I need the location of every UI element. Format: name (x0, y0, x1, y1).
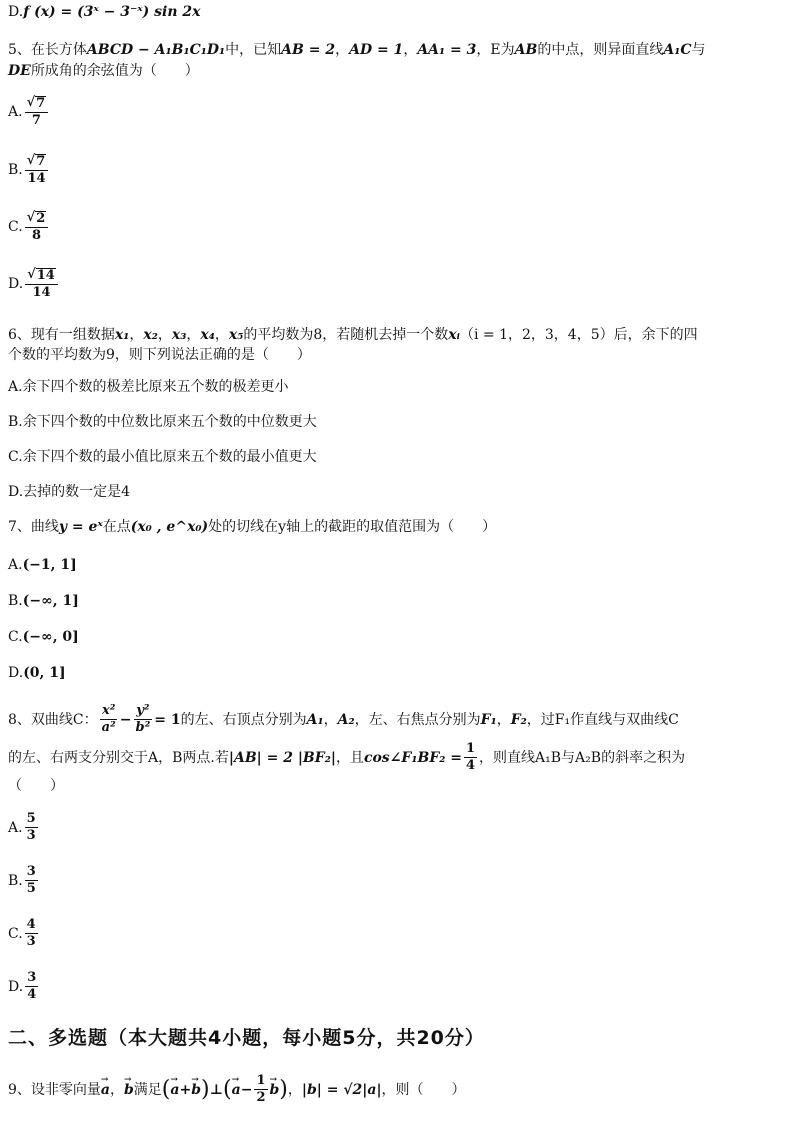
q4-option-d (8, 2, 200, 22)
q7-option-c[interactable]: C.(−∞, 0] (8, 629, 79, 645)
q7-option-a[interactable]: A.(−1, 1] (8, 557, 77, 573)
q4-d-formula: f (x) = (3ˣ − 3⁻ˣ) sin 2x (23, 4, 201, 20)
q7-option-d[interactable]: D.(0, 1] (8, 665, 66, 681)
q7-option-b[interactable]: B.(−∞, 1] (8, 593, 79, 609)
q8-stem-line3: （ ） (8, 778, 64, 794)
q5-option-c[interactable]: C. √ 2 8 (8, 211, 50, 243)
q8-option-d[interactable]: D. $\frac{3}{4}$ (8, 970, 37, 1002)
q5-option-b[interactable]: B. √ 7 14 (8, 154, 50, 186)
q6-option-d[interactable]: D.去掉的数一定是4 (8, 484, 131, 500)
q9-stem: 9、设非零向量 → a ， → b 满足 ( → a + → b ) ⊥ ( → a − $\frac{1}{2}$ → b ) ， |b| = √2|a| ，则（ ） (8, 1074, 466, 1105)
fraction: √ 2 8 (25, 211, 49, 243)
q8-stem-line2: 的左、右两支分别交于A，B两点.若 |AB| = 2 |BF₂| ，且 cos∠F₁BF₂ = $\frac{1}{4}$ ，则直线A₁B与A₂B的斜率之积为 (8, 741, 686, 773)
q6-option-c[interactable]: C.余下四个数的最小值比原来五个数的最小值更大 (8, 449, 317, 465)
section-heading-multiple-choice: 二、多选题（本大题共4小题，每小题5分，共20分） (8, 1027, 485, 1049)
q6-stem-line2: 个数的平均数为9，则下列说法正确的是（ ） (8, 347, 311, 363)
q8-stem-line1: 8、双曲线C： $\frac{\text{x²}}{\text{a²}}$ − $\frac{\text{y²}}{\text{b²}}$ = 1 的左、右顶点分别为 A₁ ， A₂ ，左、右焦点分别为 F₁ ， F₂ ，过F₁作直线与双曲线C (8, 703, 679, 735)
q5-option-a[interactable]: A. √ 7 7 (8, 96, 50, 128)
q8-option-a[interactable]: A. $\frac{5}{3}$ (8, 811, 36, 843)
q5-option-d[interactable]: D. √ 14 14 (8, 268, 60, 300)
fraction: √ 7 7 (25, 96, 49, 128)
q7-stem: 7、曲线y = eˣ在点(x₀ , e^x₀)处的切线在y轴上的截距的取值范围为（ ） (8, 519, 497, 535)
q8-option-b[interactable]: B. $\frac{3}{5}$ (8, 864, 36, 896)
option-label: D. (8, 4, 24, 20)
q6-option-b[interactable]: B.余下四个数的中位数比原来五个数的中位数更大 (8, 414, 317, 430)
q6-option-a[interactable]: A.余下四个数的极差比原来五个数的极差更小 (8, 379, 289, 395)
q5-stem-line1: 5、在长方体ABCD − A₁B₁C₁D₁中，已知AB = 2，AD = 1，AA₁ = 3，E为AB的中点，则异面直线A₁C与 (8, 42, 706, 58)
q5-stem-line2: DE所成角的余弦值为（ ） (8, 63, 199, 79)
fraction: √ 7 14 (25, 154, 49, 186)
q6-stem-line1: 6、现有一组数据x₁，x₂，x₃，x₄，x₅的平均数为8，若随机去掉一个数xᵢ（i = 1，2，3，4，5）后，余下的四 (8, 327, 698, 343)
fraction: √ 14 14 (25, 268, 58, 300)
q8-option-c[interactable]: C. $\frac{4}{3}$ (8, 917, 36, 949)
